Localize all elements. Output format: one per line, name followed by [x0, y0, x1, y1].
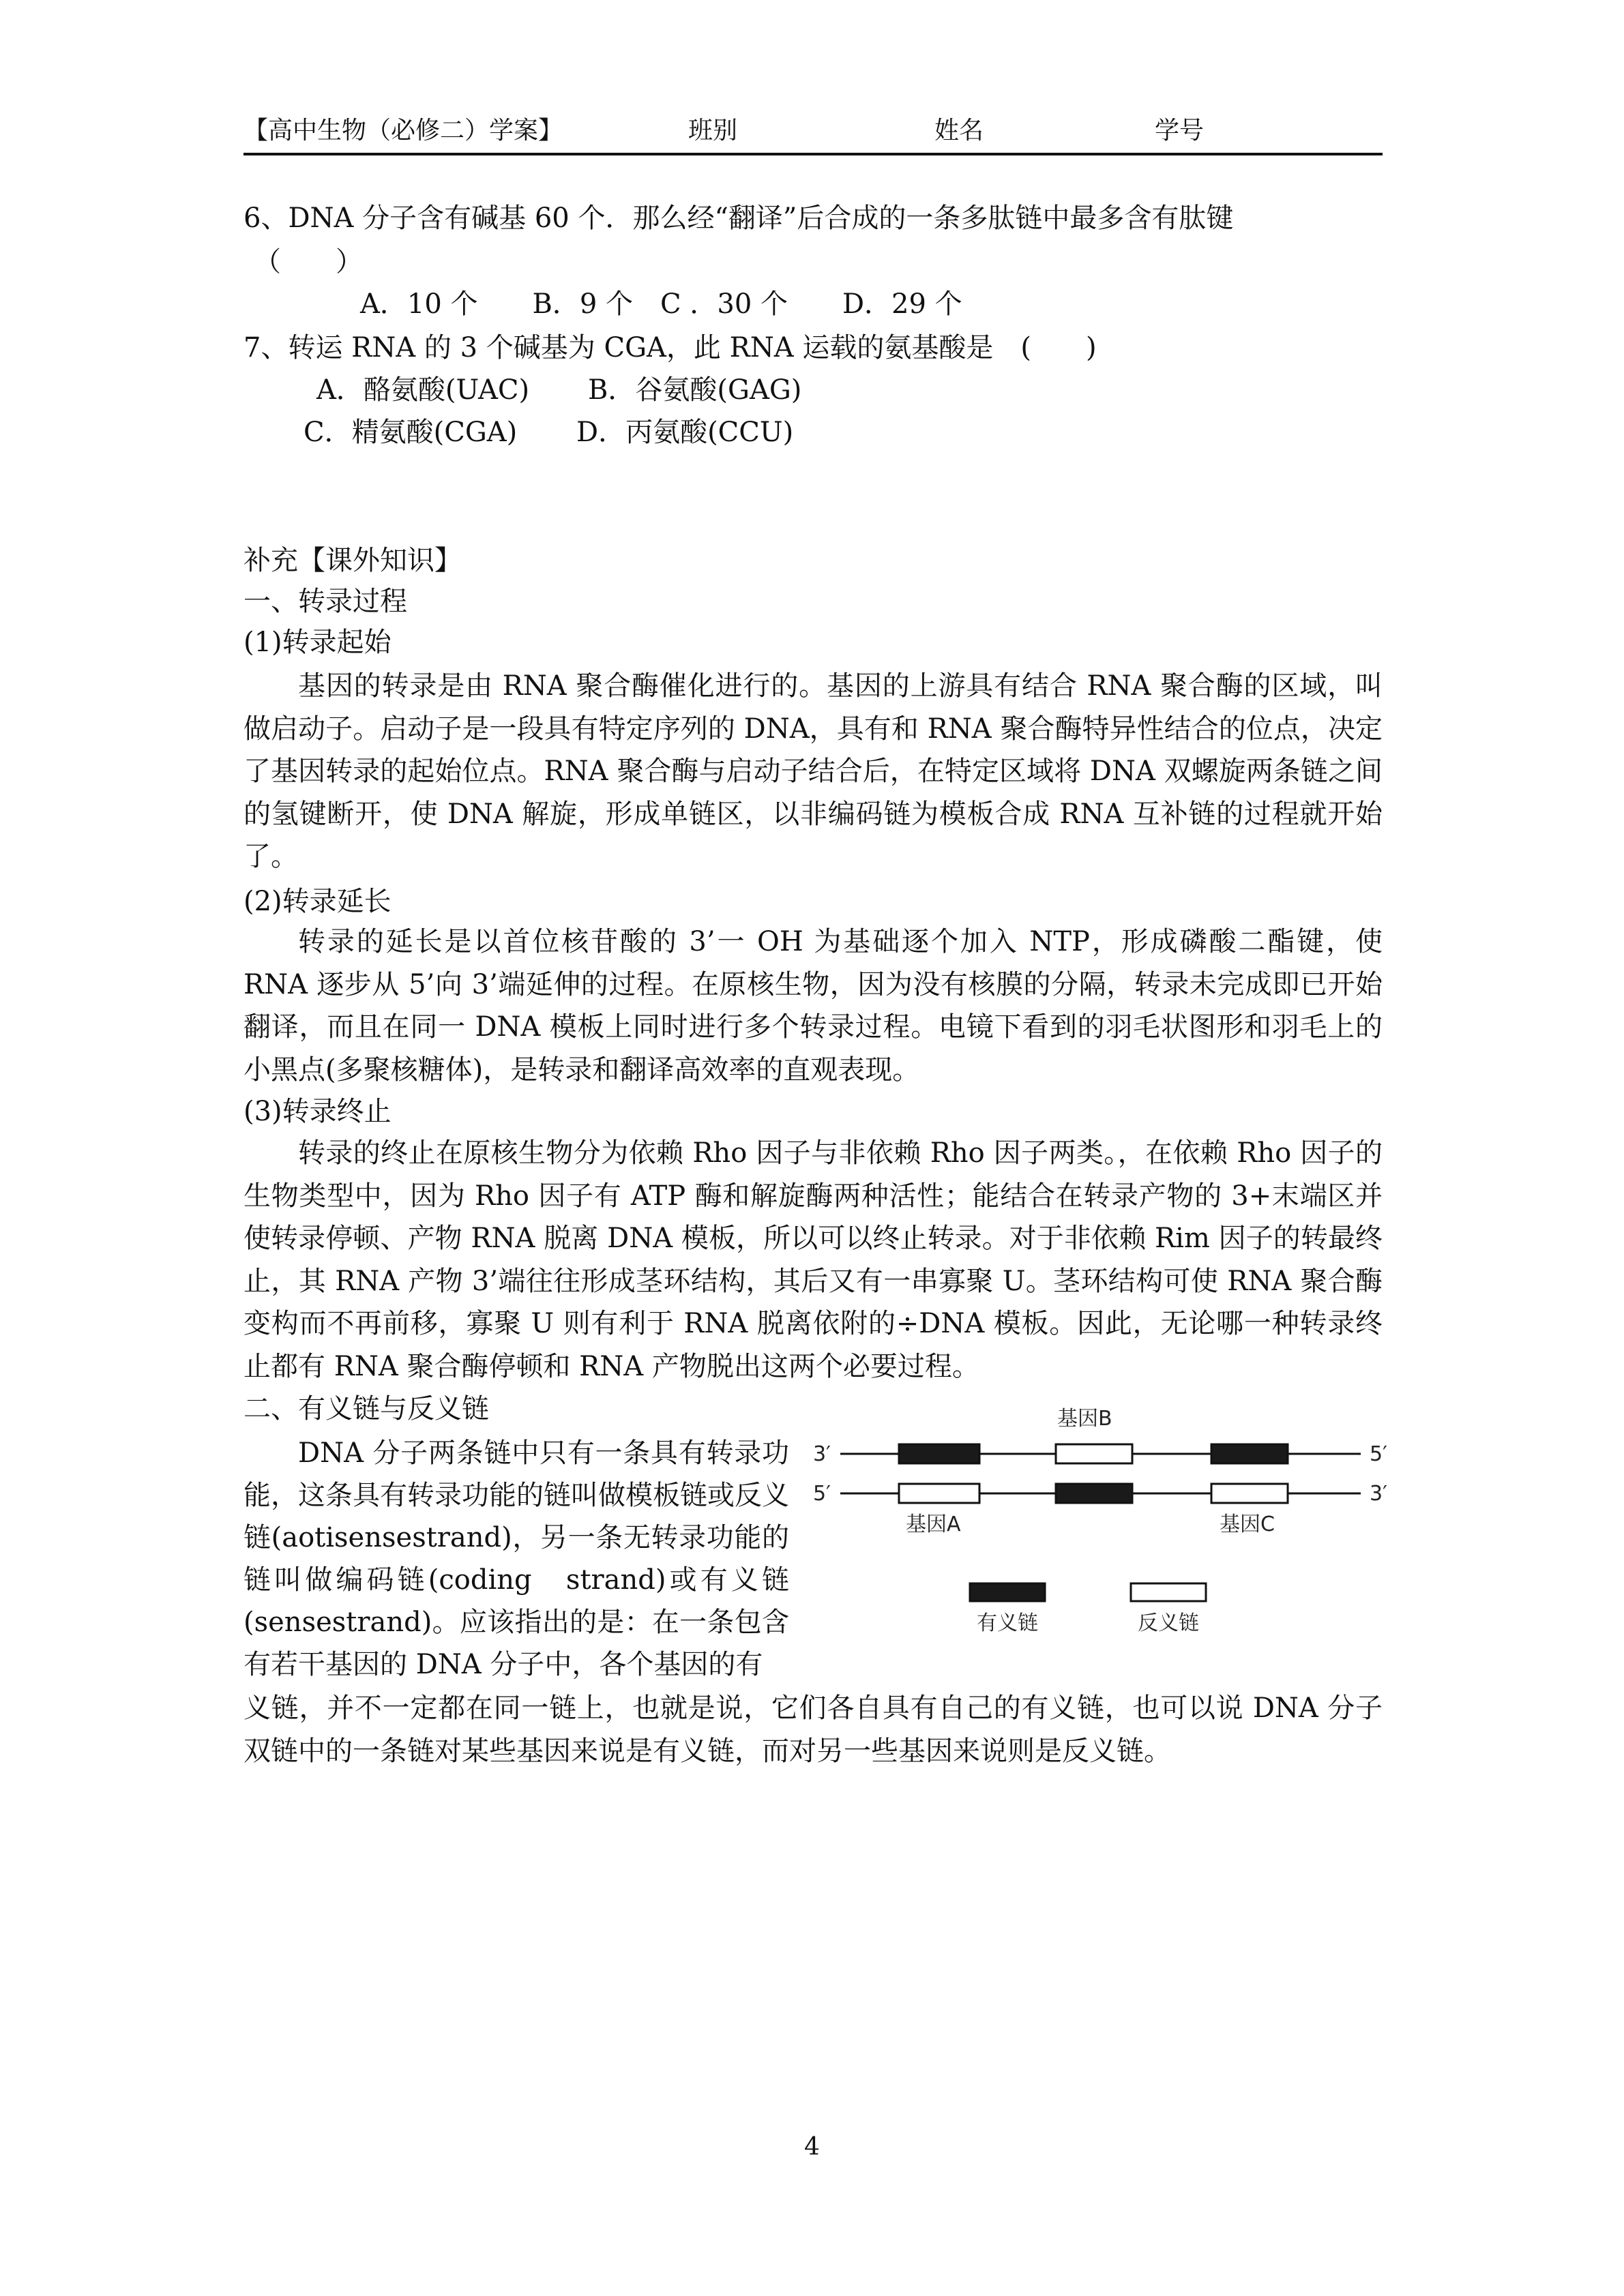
question-6-stem: 6、DNA 分子含有碱基 60 个．那么经“翻译”后合成的一条多肽链中最多含有肽键 — [243, 203, 1234, 234]
student-id-label: 学号 — [1155, 117, 1205, 145]
legend-antisense-swatch — [1131, 1583, 1206, 1601]
subsection-3-title: (3)转录终止 — [243, 1096, 392, 1127]
legend-sense-swatch — [970, 1583, 1045, 1601]
top-strand-right-end: 5′ — [1370, 1442, 1387, 1466]
gene-c-label: 基因C — [1220, 1512, 1275, 1536]
question-6-blank: （ ） — [254, 246, 363, 278]
gene-c-bottom-antisense-block — [1211, 1484, 1288, 1503]
gene-c-top-sense-block — [1211, 1444, 1288, 1463]
section-2-paragraph-continued: 义链，并不一定都在同一链上，也就是说，它们各自具有自己的有义链，也可以说 DNA 分子双链中的一条链对某些基因来说是有义链，而对另一些基因来说则是反义链。 — [243, 1693, 1383, 1767]
gene-a-label: 基因A — [906, 1512, 961, 1536]
dna-strand-diagram — [798, 1405, 1398, 1650]
question-7-option-d: D．丙氨酸(CCU) — [576, 417, 794, 448]
gene-b-bottom-sense-block — [1056, 1484, 1132, 1503]
subsection-2-paragraph: 转录的延长是以首位核苷酸的 3’一 OH 为基础逐个加入 NTP，形成磷酸二酯键，使 RNA 逐步从 5’向 3’端延伸的过程。在原核生物，因为没有核膜的分隔，转录未完成即已开始翻译，而且在同一 DNA 模板上同时进行多个转录过程。电镜下看到的羽毛状图形和羽毛上的小黑点(多聚核糖体)，是转录和翻译高效率的直观表现。 — [243, 926, 1383, 1086]
supplement-title: 补充【课外知识】 — [243, 545, 462, 576]
section-1-title: 一、转录过程 — [243, 586, 407, 617]
top-strand-left-end: 3′ — [813, 1442, 831, 1466]
question-7-option-a: A．酪氨酸(UAC) — [316, 374, 530, 406]
page-header — [243, 109, 1383, 155]
question-7-stem: 7、转运 RNA 的 3 个碱基为 CGA，此 RNA 运载的氨基酸是 ( ) — [243, 332, 1097, 363]
subsection-3-paragraph: 转录的终止在原核生物分为依赖 Rho 因子与非依赖 Rho 因子两类。，在依赖 Rho 因子的生物类型中，因为 Rho 因子有 ATP 酶和解旋酶两种活性；能结合在转录产物的 3+末端区并使转录停顿、产物 RNA 脱离 DNA 模板，所以可以终止转录。对于非依赖 Rim 因子的转最终止，其 RNA 产物 3’端往往形成茎环结构，其后又有一串寡聚 U。茎环结构可使 RNA 聚合酶变构而不再前移，寡聚 U 则有利于 RNA 脱离依附的÷DNA 模板。因此，无论哪一种转录终止都有 RNA 聚合酶停顿和 RNA 产物脱出这两个必要过程。 — [243, 1137, 1383, 1382]
section-2-title: 二、有义链与反义链 — [243, 1393, 489, 1425]
question-7-option-b: B．谷氨酸(GAG) — [588, 374, 802, 406]
bottom-strand-right-end: 3′ — [1370, 1482, 1387, 1506]
gene-a-top-sense-block — [899, 1444, 979, 1463]
gene-a-bottom-antisense-block — [899, 1484, 979, 1503]
name-label: 姓名 — [934, 117, 984, 145]
question-7-option-c: C．精氨酸(CGA) — [304, 417, 518, 448]
question-6-options: A．10 个 B．9 个 C ．30 个 D．29 个 — [360, 288, 962, 320]
legend-antisense-label: 反义链 — [1138, 1611, 1199, 1635]
page-number: 4 — [804, 2133, 820, 2161]
section-2-paragraph-wrapped: DNA 分子两条链中只有一条具有转录功能，这条具有转录功能的链叫做模板链或反义链(aotisensestrand)，另一条无转录功能的链叫做编码链(coding strand)或有义链(sensestrand)。应该指出的是：在一条包含有若干基因的 DNA 分子中，各个基因的有 — [243, 1437, 789, 1680]
class-label: 班别 — [688, 117, 738, 145]
bottom-strand-left-end: 5′ — [813, 1482, 831, 1506]
subsection-1-paragraph: 基因的转录是由 RNA 聚合酶催化进行的。基因的上游具有结合 RNA 聚合酶的区域，叫做启动子。启动子是一段具有特定序列的 DNA，具有和 RNA 聚合酶特异性结合的位点，决定了基因转录的起始位点。RNA 聚合酶与启动子结合后，在特定区域将 DNA 双螺旋两条链之间的氢键断开，使 DNA 解旋，形成单链区，以非编码链为模板合成 RNA 互补链的过程就开始了。 — [243, 670, 1383, 872]
gene-b-top-antisense-block — [1056, 1444, 1132, 1463]
subsection-2-title: (2)转录延长 — [243, 886, 392, 917]
gene-b-label: 基因B — [1057, 1407, 1112, 1431]
sense-antisense-diagram — [798, 1405, 1398, 1650]
course-title: 【高中生物（必修二）学案】 — [243, 117, 563, 145]
subsection-1-title: (1)转录起始 — [243, 627, 392, 658]
legend-sense-label: 有义链 — [977, 1611, 1038, 1635]
